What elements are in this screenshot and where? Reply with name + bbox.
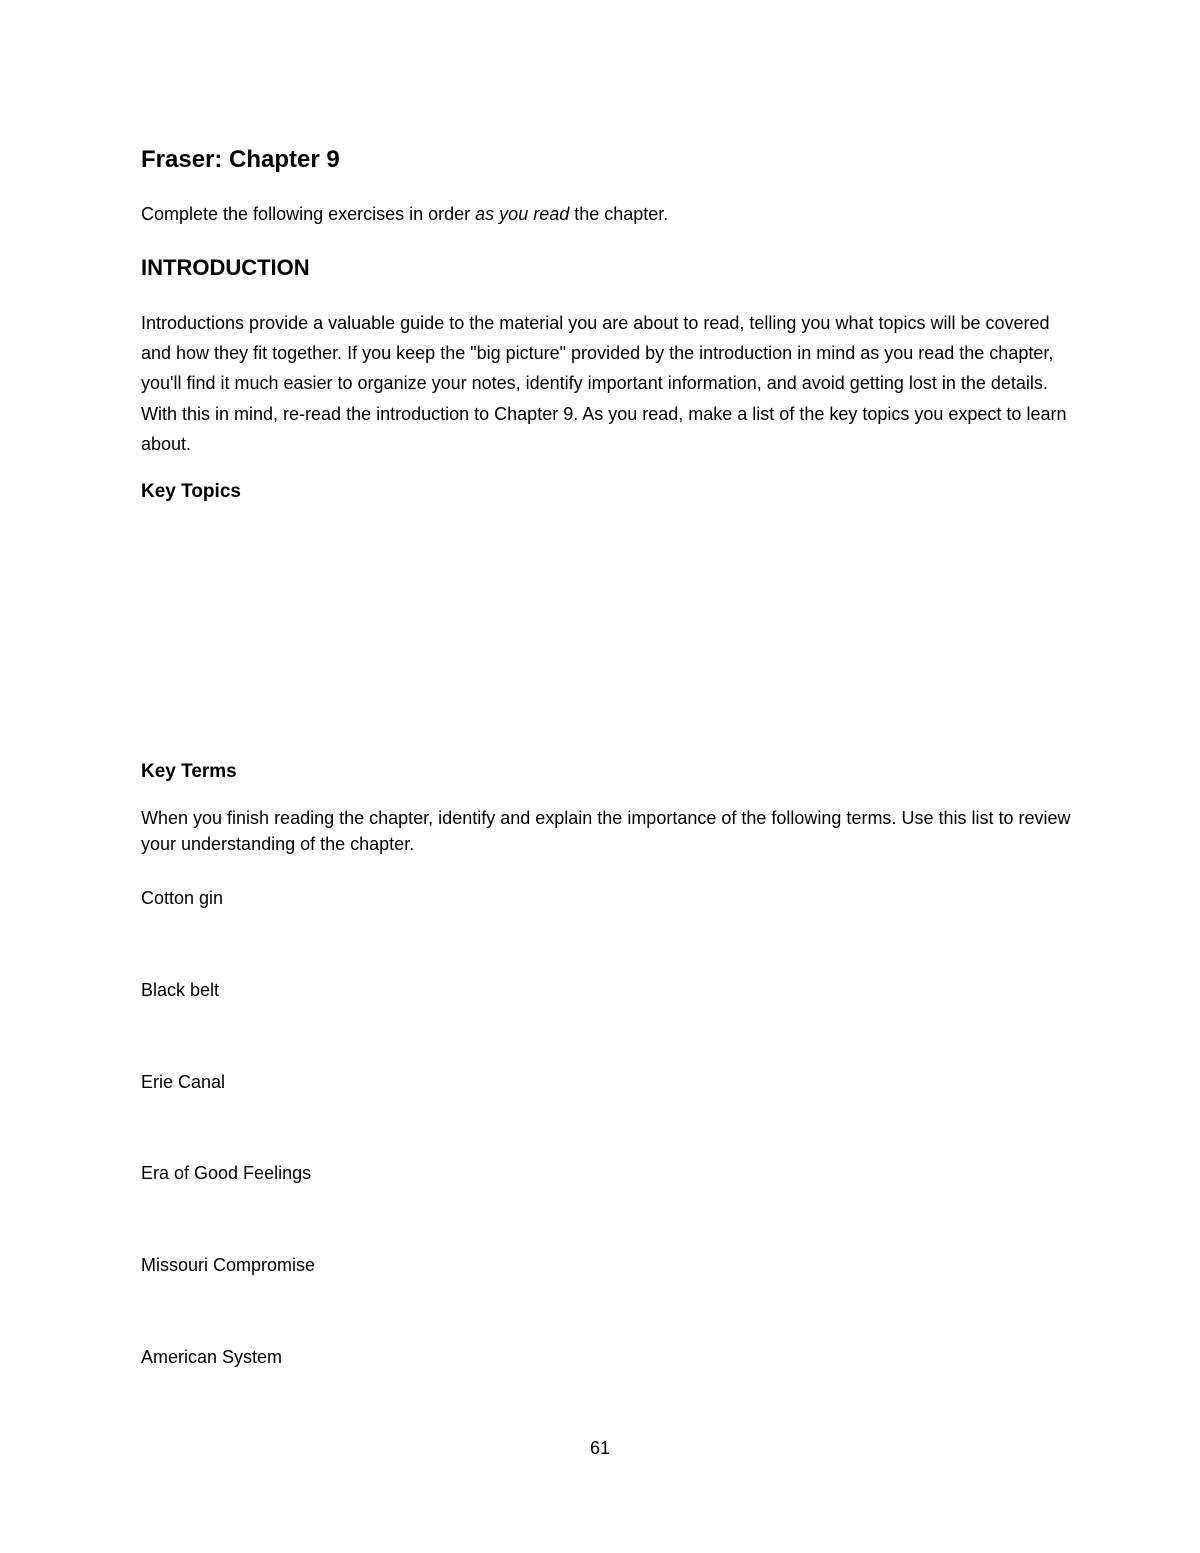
key-term-item: Era of Good Feelings xyxy=(141,1163,312,1183)
key-terms-heading: Key Terms xyxy=(141,761,237,782)
introduction-paragraph: Introductions provide a valuable guide to the material you are about to read, telling you what topics will be covered and how they fit together. If you keep the "big picture" provided by the introduction in mind as you read the chapter, you'll find it much easier to organize your notes, identify important information, and avoid getting lost in the details. With this in mind, re-read the introduction to Chapter 9. As you read, make a list of the key topics you expect to learn about. xyxy=(141,313,1067,454)
key-term-item: Black belt xyxy=(141,980,220,1000)
introduction-heading: INTRODUCTION xyxy=(141,255,310,280)
key-topics-heading: Key Topics xyxy=(141,481,241,502)
key-term-item: American System xyxy=(141,1347,283,1367)
key-term-item: Missouri Compromise xyxy=(141,1255,316,1275)
key-terms-paragraph: When you finish reading the chapter, identify and explain the importance of the following terms. Use this list to review your understanding of the chapter. xyxy=(141,808,1071,854)
page-title: Fraser: Chapter 9 xyxy=(141,146,340,173)
instruction-emphasis: as you read xyxy=(475,204,570,224)
instruction-before: Complete the following exercises in order xyxy=(141,204,476,224)
instruction-after: the chapter. xyxy=(569,204,669,224)
instruction-text xyxy=(141,201,668,227)
page-number: 61 xyxy=(589,1438,611,1458)
key-term-item: Cotton gin xyxy=(141,888,224,908)
key-term-item: Erie Canal xyxy=(141,1072,226,1092)
